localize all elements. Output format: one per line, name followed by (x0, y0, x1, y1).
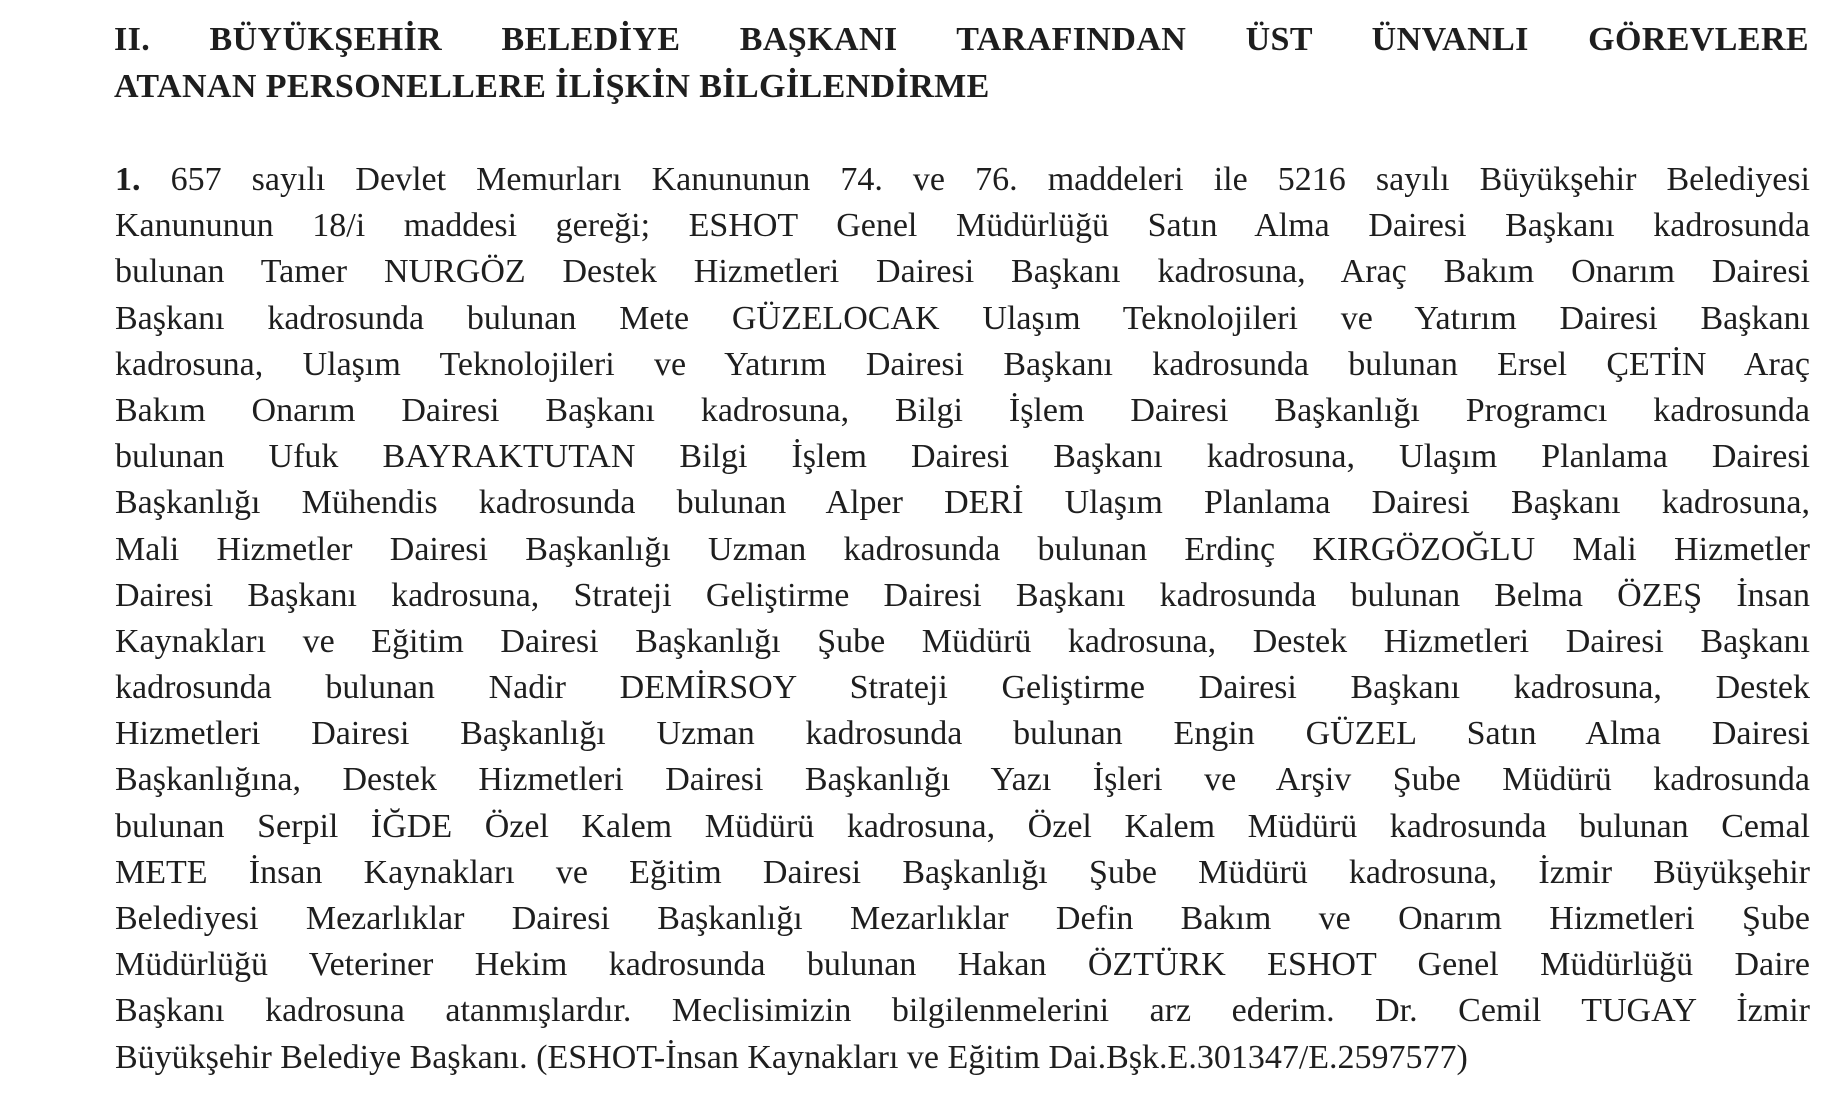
paragraph-line: kadrosuna, Ulaşım Teknolojileri ve Yatırım Dairesi Başkanı kadrosunda bulunan Ersel ÇETİN Araç (115, 345, 1810, 383)
item-number: 1. (115, 161, 141, 198)
paragraph-line: bulunan Tamer NURGÖZ Destek Hizmetleri Dairesi Başkanı kadrosuna, Araç Bakım Onarım Dairesi (115, 253, 1810, 291)
paragraph-line: Başkanlığı Mühendis kadrosunda bulunan Alper DERİ Ulaşım Planlama Dairesi Başkanı kadrosuna, (115, 484, 1810, 522)
paragraph-line: Mali Hizmetler Dairesi Başkanlığı Uzman kadrosunda bulunan Erdinç KIRGÖZOĞLU Mali Hizmetler (115, 530, 1810, 568)
paragraph-line: Müdürlüğü Veteriner Hekim kadrosunda bulunan Hakan ÖZTÜRK ESHOT Genel Müdürlüğü Daire (115, 946, 1810, 984)
paragraph-line (115, 157, 1810, 203)
section-title-line: ATANAN PERSONELLERE İLİŞKİN BİLGİLENDİRME (114, 68, 990, 105)
paragraph-line-text: 657 sayılı Devlet Memurları Kanununun 74. ve 76. maddeleri ile 5216 sayılı Büyükşehir Belediyesi (140, 161, 1810, 198)
paragraph-line: Başkanı kadrosuna atanmışlardır. Meclisimizin bilgilenmelerini arz ederim. Dr. Cemil TUGAY İzmir (115, 992, 1810, 1030)
section-title-line: II. BÜYÜKŞEHİR BELEDİYE BAŞKANI TARAFINDAN ÜST ÜNVANLI GÖREVLERE (114, 21, 1809, 58)
paragraph-line: Belediyesi Mezarlıklar Dairesi Başkanlığı Mezarlıklar Defin Bakım ve Onarım Hizmetleri Şube (115, 900, 1810, 937)
paragraph-line: Hizmetleri Dairesi Başkanlığı Uzman kadrosunda bulunan Engin GÜZEL Satın Alma Dairesi (115, 715, 1810, 753)
paragraph-line: Bakım Onarım Dairesi Başkanı kadrosuna, Bilgi İşlem Dairesi Başkanlığı Programcı kadrosunda (115, 391, 1810, 429)
paragraph-line: bulunan Ufuk BAYRAKTUTAN Bilgi İşlem Dairesi Başkanı kadrosuna, Ulaşım Planlama Dairesi (115, 438, 1810, 476)
paragraph-line: Başkanlığına, Destek Hizmetleri Dairesi Başkanlığı Yazı İşleri ve Arşiv Şube Müdürü kadrosunda (115, 761, 1810, 799)
paragraph-line: Dairesi Başkanı kadrosuna, Strateji Geliştirme Dairesi Başkanı kadrosunda bulunan Belma ÖZEŞ İnsan (115, 576, 1810, 614)
paragraph-line: bulunan Serpil İĞDE Özel Kalem Müdürü kadrosuna, Özel Kalem Müdürü kadrosunda bulunan Cemal (115, 807, 1810, 845)
paragraph-line: kadrosunda bulunan Nadir DEMİRSOY Strateji Geliştirme Dairesi Başkanı kadrosuna, Destek (115, 669, 1810, 707)
paragraph-line: Büyükşehir Belediye Başkanı. (ESHOT-İnsan Kaynakları ve Eğitim Dai.Bşk.E.301347/E.2597577) (115, 1038, 1468, 1076)
paragraph-line: Kanununun 18/i maddesi gereği; ESHOT Genel Müdürlüğü Satın Alma Dairesi Başkanı kadrosunda (115, 207, 1810, 245)
section-title (114, 16, 1809, 110)
paragraph-line: METE İnsan Kaynakları ve Eğitim Dairesi Başkanlığı Şube Müdürü kadrosuna, İzmir Büyükşehir (115, 853, 1810, 891)
item-1-paragraph (115, 157, 1810, 1081)
paragraph-line: Kaynakları ve Eğitim Dairesi Başkanlığı Şube Müdürü kadrosuna, Destek Hizmetleri Dairesi Başkanı (115, 622, 1810, 660)
paragraph-line: Başkanı kadrosunda bulunan Mete GÜZELOCAK Ulaşım Teknolojileri ve Yatırım Dairesi Başkanı (115, 299, 1810, 337)
